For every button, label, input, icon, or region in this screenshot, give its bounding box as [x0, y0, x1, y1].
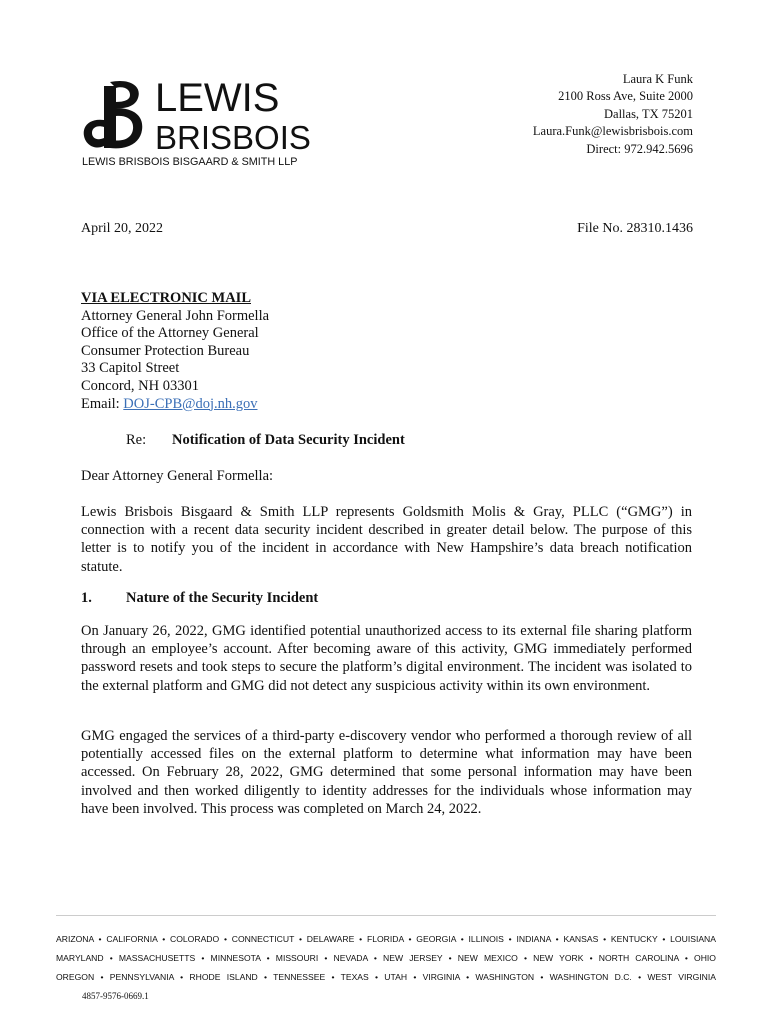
recipient-block	[81, 290, 269, 413]
document-id: 4857-9576-0669.1	[82, 991, 149, 1001]
section-title: Nature of the Security Incident	[126, 590, 319, 606]
logo-word-brisbois: BRISBOIS	[155, 119, 311, 156]
logo-word-lewis: LEWIS	[155, 76, 280, 120]
lb-monogram-icon	[80, 76, 152, 156]
recipient-name: Attorney General John Formella	[81, 307, 270, 324]
footer-states-line3: OREGON • PENNSYLVANIA • RHODE ISLAND • TENNESSEE • TEXAS • UTAH • VIRGINIA • WASHINGTON • WASHINGTON D.C. • WEST VIRGINIA	[56, 972, 716, 982]
nature-paragraph: On January 26, 2022, GMG identified potential unauthorized access to its external file sharing platform through an employee’s account. After becoming aware of this activity, GMG immediately performed password resets and took steps to secure the platform’s digital environment. The incident was isolated to the external platform and GMG did not detect any suspicious activity within its own environment.	[81, 623, 692, 694]
recipient-bureau: Consumer Protection Bureau	[81, 342, 250, 359]
recipient-email-link[interactable]: DOJ-CPB@doj.nh.gov	[123, 395, 258, 412]
delivery-method: VIA ELECTRONIC MAIL	[81, 290, 251, 306]
sender-name: Laura K Funk	[622, 72, 693, 86]
letter-date: April 20, 2022	[81, 221, 164, 236]
sender-direct-phone: Direct: 972.942.5696	[586, 141, 693, 156]
sender-address-line1: 2100 Ross Ave, Suite 2000	[558, 89, 693, 104]
recipient-email-line	[81, 396, 269, 414]
re-subject: Notification of Data Security Incident	[172, 432, 405, 448]
logo-subtitle: LEWIS BRISBOIS BISGAARD & SMITH LLP	[82, 156, 298, 168]
sender-address-line2: Dallas, TX 75201	[604, 106, 693, 121]
review-paragraph: GMG engaged the services of a third-party e-discovery vendor who performed a thorough review of all potentially accessed files on the external platform to determine what information may have been accessed. On February 28, 2022, GMG determined that some personal information may have been involved and then worked diligently to identity addresses for the individuals whose information may have been involved. This process was completed on March 24, 2022.	[81, 728, 692, 817]
footer-divider	[56, 915, 716, 916]
recipient-email-label: Email:	[81, 395, 124, 412]
section-number: 1.	[81, 590, 92, 606]
footer-states-line1: ARIZONA • CALIFORNIA • COLORADO • CONNECTICUT • DELAWARE • FLORIDA • GEORGIA • ILLINOIS • INDIANA • KANSAS • KENTUCKY • LOUISIANA	[56, 934, 716, 944]
recipient-street: 33 Capitol Street	[81, 360, 180, 377]
footer-states-line2: MARYLAND • MASSACHUSETTS • MINNESOTA • MISSOURI • NEVADA • NEW JERSEY • NEW MEXICO • NEW YORK • NORTH CAROLINA • OHIO	[56, 953, 716, 963]
recipient-office: Office of the Attorney General	[81, 325, 259, 342]
intro-paragraph: Lewis Brisbois Bisgaard & Smith LLP represents Goldsmith Molis & Gray, PLLC (“GMG”) in connection with a recent data security incident described in greater detail below. The purpose of this letter is to notify you of the incident in accordance with New Hampshire’s data breach notification statute.	[81, 504, 692, 575]
firm-logo	[80, 76, 311, 176]
re-label: Re:	[126, 432, 147, 448]
sender-block	[533, 71, 693, 158]
file-number: File No. 28310.1436	[577, 221, 693, 236]
sender-email: Laura.Funk@lewisbrisbois.com	[532, 124, 693, 139]
salutation: Dear Attorney General Formella:	[81, 468, 274, 484]
recipient-city: Concord, NH 03301	[81, 377, 200, 394]
